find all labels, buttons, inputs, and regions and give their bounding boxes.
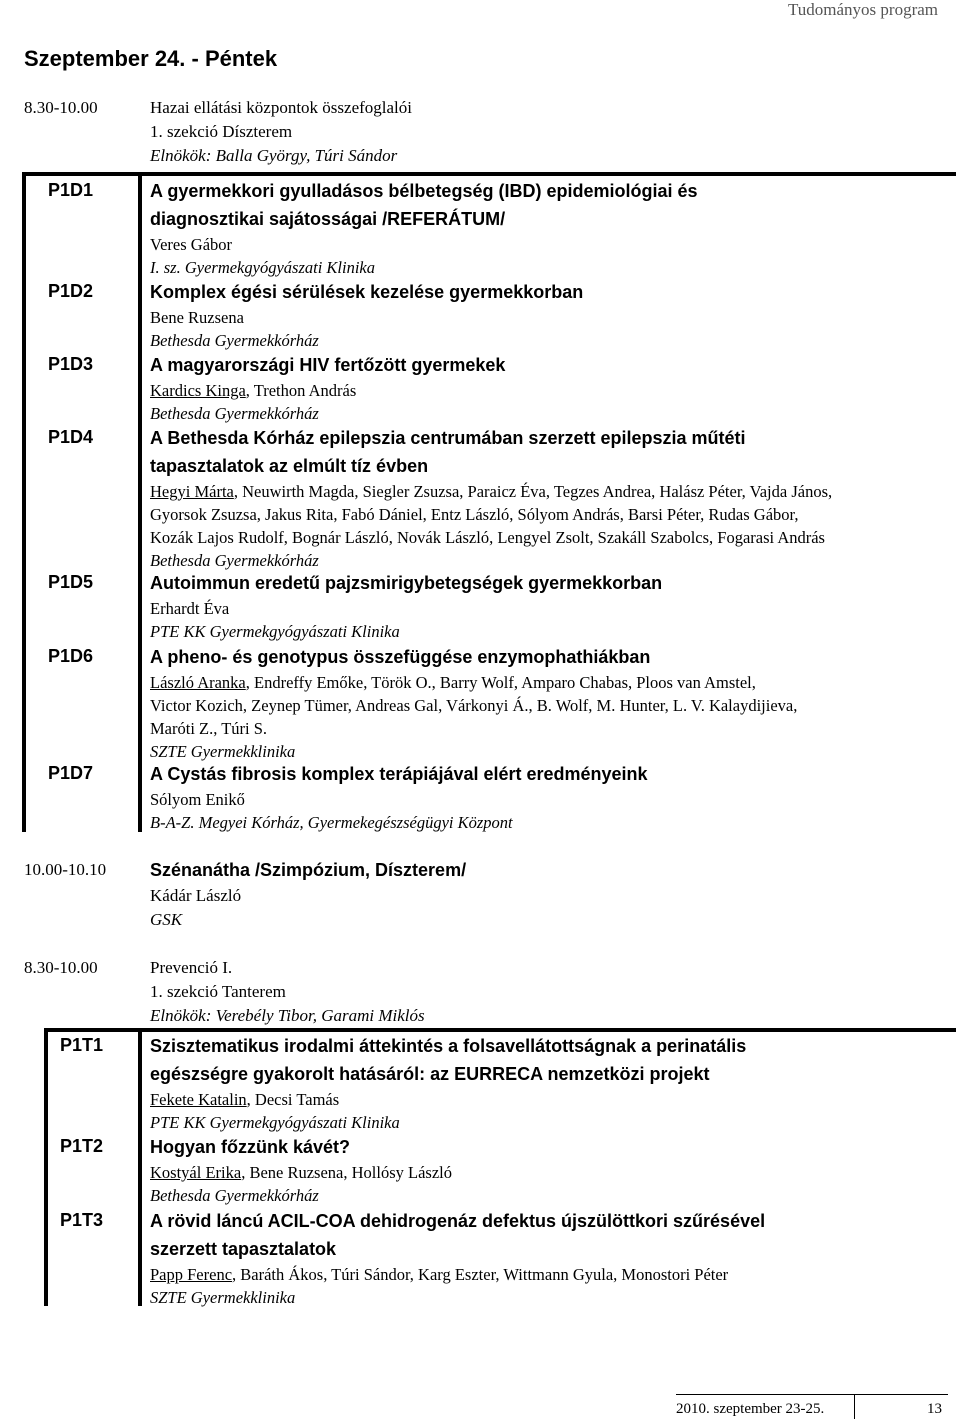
footer-date: 2010. szeptember 23-25.: [676, 1401, 825, 1417]
talk-P1D3: [150, 351, 950, 425]
talk-institution: Bethesda Gyermekkórház: [150, 404, 319, 423]
talk-institution: Bethesda Gyermekkórház: [150, 1186, 319, 1205]
session1-mid-bar: [138, 172, 142, 832]
talk-institution: Bethesda Gyermekkórház: [150, 331, 319, 350]
session2-mid-bar: [138, 1028, 142, 1306]
talk-institution: PTE KK Gyermekgyógyászati Klinika: [150, 1113, 400, 1132]
footer-separator: [854, 1395, 855, 1419]
talk-title: A Cystás fibrosis komplex terápiájával elért eredményeink: [150, 764, 648, 784]
talk-institution: Bethesda Gyermekkórház: [150, 551, 319, 570]
talk-authors: Kostyál Erika, Bene Ruzsena, Hollósy László: [150, 1163, 452, 1182]
talk-P1D1: [150, 177, 950, 279]
day-title: Szeptember 24. - Péntek: [24, 46, 278, 71]
talk-authors: Hegyi Márta, Neuwirth Magda, Siegler Zsuzsa, Paraicz Éva, Tegzes Andrea, Halász Péter, Vajda János, Gyorsok Zsuzsa, Jakus Rita, Fabó Dániel, Entz László, Sólyom András, Barsi Péter, Rudas Gábor, Kozák Lajos Rudolf, Bognár László, Novák László, Lengyel Zsolt, Szakáll Szabolcs, Fogarasi András: [150, 482, 833, 547]
talk-institution: I. sz. Gyermekgyógyászati Klinika: [150, 258, 375, 277]
talk-code: P1D5: [48, 572, 94, 592]
talk-code: P1D1: [48, 180, 94, 200]
talk-title: Hogyan főzzünk kávét?: [150, 1137, 351, 1157]
talk-code: P1D2: [48, 281, 94, 301]
talk-title: A magyarországi HIV fertőzött gyermekek: [150, 355, 506, 375]
talk-title: A pheno- és genotypus összefüggése enzymophathiákban: [150, 647, 651, 667]
session2-header: [150, 956, 425, 1028]
talk-authors: Sólyom Enikő: [150, 790, 245, 809]
talk-code: P1D4: [48, 427, 94, 447]
talk-institution: PTE KK Gyermekgyógyászati Klinika: [150, 622, 400, 641]
talk-code: P1T1: [60, 1035, 104, 1055]
talk-title: Komplex égési sérülések kezelése gyermekkorban: [150, 282, 584, 302]
presenter-name: Hegyi Márta: [150, 482, 234, 501]
session1-divider: [22, 172, 956, 176]
session2-title: Prevenció I.: [150, 958, 233, 977]
symposium-time: 10.00-10.10: [24, 860, 107, 879]
talk-P1T3: [150, 1207, 950, 1309]
symposium-speaker: Kádár László: [150, 886, 242, 905]
talk-code: P1T3: [60, 1210, 104, 1230]
talk-title: Autoimmun eredetű pajzsmirigybetegségek gyermekkorban: [150, 573, 663, 593]
talk-authors: Papp Ferenc, Baráth Ákos, Túri Sándor, Karg Eszter, Wittmann Gyula, Monostori Péter: [150, 1265, 729, 1284]
talk-P1T1: [150, 1032, 950, 1134]
talk-title: A gyermekkori gyulladásos bélbetegség (IBD) epidemiológiai és diagnosztikai sajátosságai /REFERÁTUM/: [150, 181, 698, 229]
talk-institution: B-A-Z. Megyei Kórház, Gyermekegészségügyi Központ: [150, 813, 513, 832]
session2-chairs: Elnökök: Verebély Tibor, Garami Miklós: [150, 1006, 425, 1025]
session1-header: [150, 96, 412, 168]
talk-authors: Veres Gábor: [150, 235, 233, 254]
session1-chairs: Elnökök: Balla György, Túri Sándor: [150, 146, 398, 165]
talk-title: A Bethesda Kórház epilepszia centrumában szerzett epilepszia műtéti tapasztalatok az elmúlt tíz évben: [150, 428, 746, 476]
talk-P1D5: [150, 569, 950, 643]
talk-code: P1D7: [48, 763, 94, 783]
talk-code: P1D3: [48, 354, 94, 374]
presenter-name: Kostyál Erika: [150, 1163, 242, 1182]
session1-left-bar: [22, 172, 26, 832]
session2-room: 1. szekció Tanterem: [150, 982, 286, 1001]
presenter-name: László Aranka: [150, 673, 246, 692]
session2-time: 8.30-10.00: [24, 958, 98, 977]
page-number: 13: [927, 1401, 942, 1417]
talk-institution: SZTE Gyermekklinika: [150, 1288, 296, 1307]
talk-authors: Bene Ruzsena: [150, 308, 244, 327]
page-footer: [676, 1394, 948, 1419]
talk-institution: SZTE Gyermekklinika: [150, 742, 296, 761]
talk-authors: Fekete Katalin, Decsi Tamás: [150, 1090, 340, 1109]
talk-title: Szisztematikus irodalmi áttekintés a folsavellátottságnak a perinatális egészségre gyakorolt hatásáról: az EURRECA nemzetközi projekt: [150, 1036, 747, 1084]
talk-title: A rövid láncú ACIL-COA dehidrogenáz defektus újszülöttkori szűrésével szerzett tapasztalatok: [150, 1211, 766, 1259]
symposium-sponsor: GSK: [150, 910, 183, 929]
presenter-name: Fekete Katalin: [150, 1090, 247, 1109]
talk-P1T2: [150, 1133, 950, 1207]
talk-authors: László Aranka, Endreffy Emőke, Török O., Barry Wolf, Amparo Chabas, Ploos van Amstel, Victor Kozich, Zeynep Tümer, Andreas Gal, Várkonyi Á., B. Wolf, M. Hunter, L. V. Kalaydijieva, Maróti Z., Túri S.: [150, 673, 798, 738]
session1-time: 8.30-10.00: [24, 98, 98, 117]
talk-authors: Erhardt Éva: [150, 599, 230, 618]
presenter-name: Kardics Kinga: [150, 381, 246, 400]
session1-title: Hazai ellátási központok összefoglalói: [150, 98, 412, 117]
talk-P1D7: [150, 760, 950, 834]
talk-P1D6: [150, 643, 950, 763]
talk-P1D4: [150, 424, 950, 572]
talk-authors: Kardics Kinga, Trethon András: [150, 381, 357, 400]
symposium-title: Szénanátha /Szimpózium, Díszterem/: [150, 860, 467, 880]
header-section-label: Tudományos program: [787, 0, 938, 19]
symposium-block: [150, 856, 466, 932]
presenter-name: Papp Ferenc: [150, 1265, 233, 1284]
talk-code: P1D6: [48, 646, 94, 666]
talk-code: P1T2: [60, 1136, 104, 1156]
talk-P1D2: [150, 278, 950, 352]
session1-room: 1. szekció Díszterem: [150, 122, 293, 141]
session2-left-bar: [44, 1028, 48, 1306]
